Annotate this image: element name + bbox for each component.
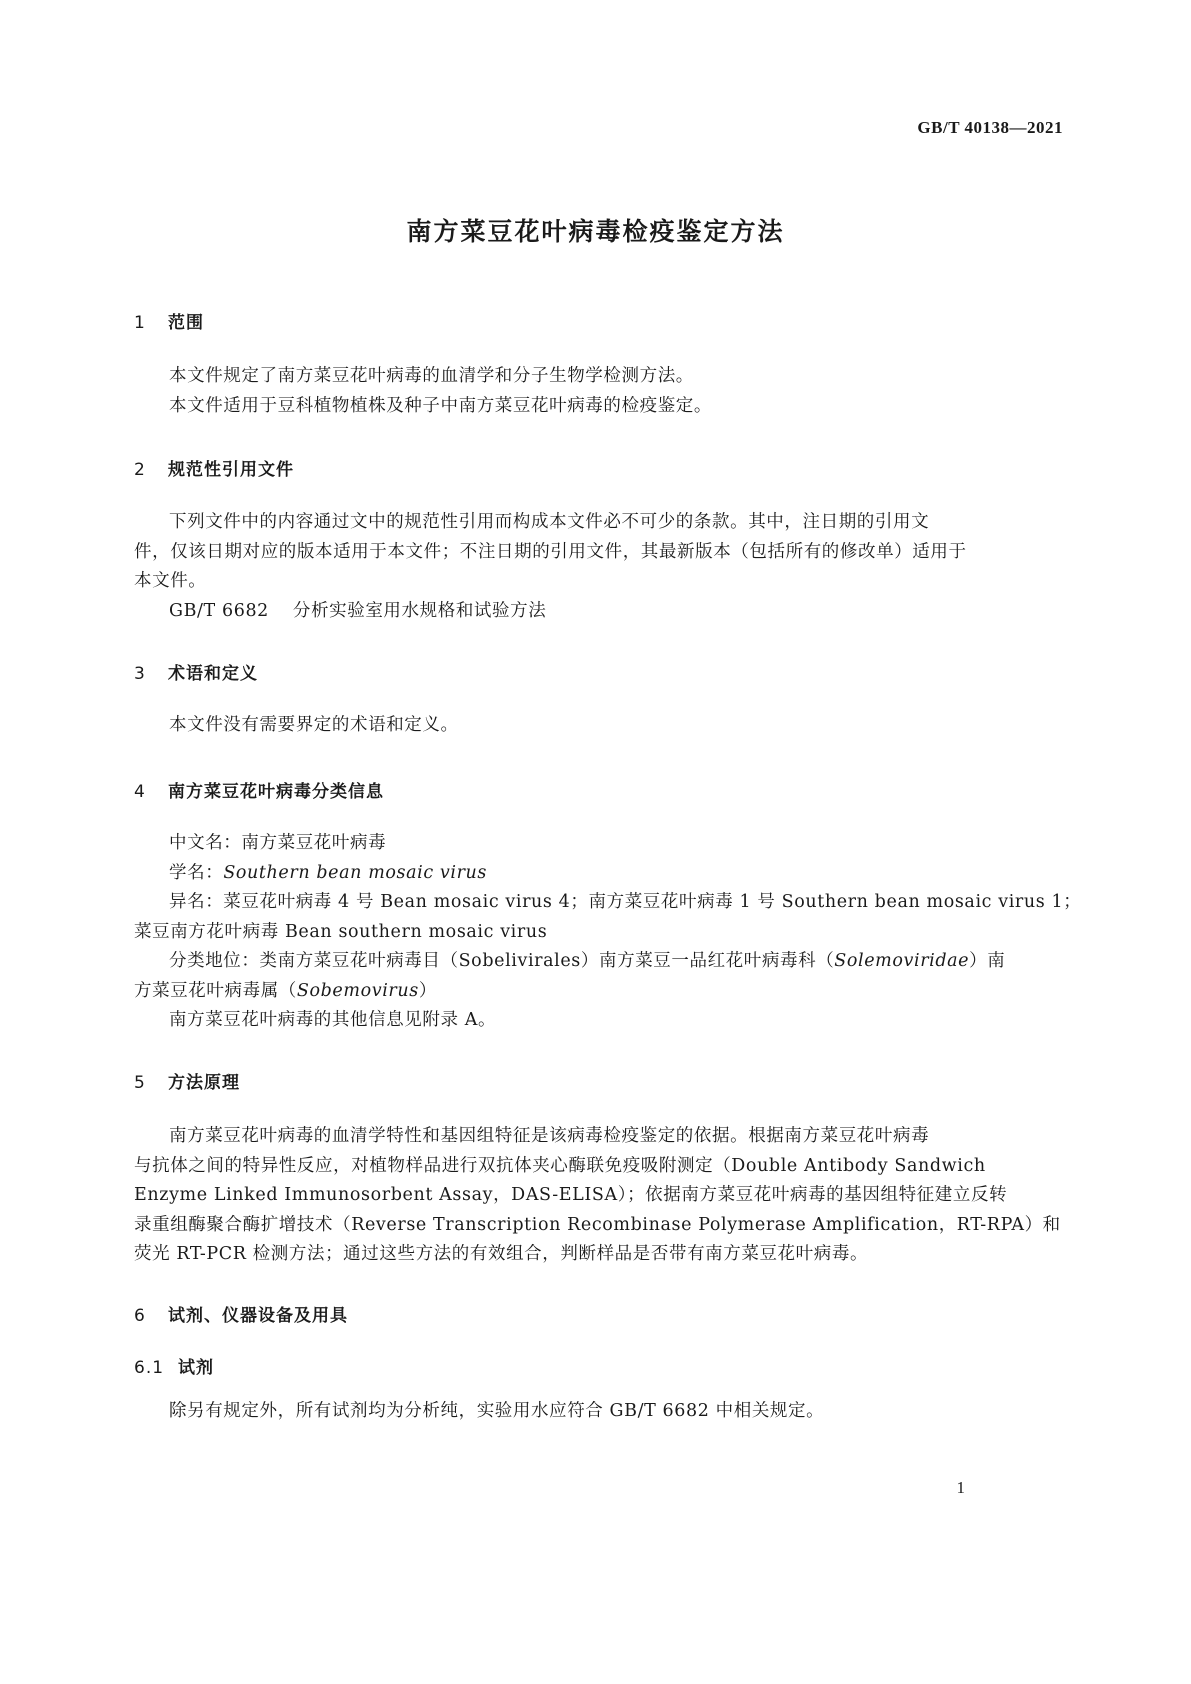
synonyms-line: 异名：菜豆花叶病毒 4 号 Bean mosaic virus 4；南方菜豆花叶病毒 1 号 Southern bean mosaic virus 1； — [169, 892, 1082, 912]
document-title: 南方菜豆花叶病毒检疫鉴定方法 — [406, 217, 785, 246]
section-number: 4 — [134, 782, 146, 802]
section-number: 3 — [134, 664, 146, 684]
section-1-body — [134, 362, 1062, 421]
synonyms-line: 菜豆南方花叶病毒 Bean southern mosaic virus — [134, 921, 548, 942]
section-6-1-heading — [134, 1353, 214, 1378]
section-3-body — [134, 711, 1062, 741]
section-3-heading — [134, 659, 258, 684]
section-4-body — [134, 829, 1082, 1036]
section-number: 1 — [134, 313, 146, 333]
section-number: 2 — [134, 460, 146, 480]
paragraph-line: 本文件。 — [134, 571, 207, 591]
taxonomy-line: 方菜豆花叶病毒属（Sobemovirus） — [134, 980, 437, 1001]
section-number: 5 — [134, 1073, 146, 1093]
chinese-name: 中文名：南方菜豆花叶病毒 — [169, 833, 387, 853]
section-2-heading — [134, 455, 294, 480]
scientific-name: 学名：Southern bean mosaic virus — [169, 862, 487, 883]
standard-number: GB/T 40138—2021 — [917, 118, 1063, 137]
paragraph-line: 本文件没有需要界定的术语和定义。 — [169, 715, 459, 735]
section-2-body — [134, 508, 1062, 626]
paragraph-line: 下列文件中的内容通过文中的规范性引用而构成本文件必不可少的条款。其中，注日期的引用文 — [169, 512, 930, 532]
paragraph-line: 本文件规定了南方菜豆花叶病毒的血清学和分子生物学检测方法。 — [169, 366, 694, 386]
normative-reference — [134, 597, 1062, 627]
paragraph-line: 件，仅该日期对应的版本适用于本文件；不注日期的引用文件，其最新版本（包括所有的修改单）适用于 — [134, 541, 967, 562]
section-6-1-body — [134, 1397, 1062, 1427]
paragraph-line: 本文件适用于豆科植物植株及种子中南方菜豆花叶病毒的检疫鉴定。 — [169, 395, 712, 416]
reference-title: 分析实验室用水规格和试验方法 — [292, 600, 547, 621]
section-4-heading — [134, 777, 384, 802]
section-title: 试剂 — [178, 1358, 214, 1378]
section-number: 6 — [134, 1306, 146, 1326]
section-1-heading — [134, 308, 204, 333]
section-title: 南方菜豆花叶病毒分类信息 — [168, 782, 384, 802]
section-5-body — [134, 1122, 1062, 1270]
paragraph-line: Enzyme Linked Immunosorbent Assay，DAS-ELISA）；依据南方菜豆花叶病毒的基因组特征建立反转 — [134, 1185, 1008, 1205]
page-number: 1 — [956, 1478, 965, 1497]
section-title: 方法原理 — [168, 1073, 240, 1093]
other-info: 南方菜豆花叶病毒的其他信息见附录 A。 — [169, 1010, 497, 1030]
section-5-heading — [134, 1068, 240, 1093]
section-title: 术语和定义 — [168, 664, 258, 684]
section-title: 范围 — [168, 313, 204, 333]
section-6-heading — [134, 1301, 348, 1326]
section-title: 规范性引用文件 — [168, 460, 294, 480]
section-number: 6.1 — [134, 1358, 165, 1378]
reference-code: GB/T 6682 — [169, 600, 269, 621]
paragraph-line: 与抗体之间的特异性反应，对植物样品进行双抗体夹心酶联免疫吸附测定（Double Antibody Sandwich — [134, 1155, 986, 1176]
paragraph-line: 荧光 RT-PCR 检测方法；通过这些方法的有效组合，判断样品是否带有南方菜豆花叶病毒。 — [134, 1244, 869, 1264]
paragraph-line: 录重组酶聚合酶扩增技术（Reverse Transcription Recombinase Polymerase Amplification，RT-RPA）和 — [134, 1214, 1061, 1235]
paragraph-line: 除另有规定外，所有试剂均为分析纯，实验用水应符合 GB/T 6682 中相关规定。 — [169, 1401, 825, 1421]
section-title: 试剂、仪器设备及用具 — [168, 1306, 348, 1326]
paragraph-line: 南方菜豆花叶病毒的血清学特性和基因组特征是该病毒检疫鉴定的依据。根据南方菜豆花叶病毒 — [169, 1126, 930, 1146]
taxonomy-line: 分类地位：类南方菜豆花叶病毒目（Sobelivirales）南方菜豆一品红花叶病毒科（Solemoviridae）南 — [169, 951, 1006, 971]
